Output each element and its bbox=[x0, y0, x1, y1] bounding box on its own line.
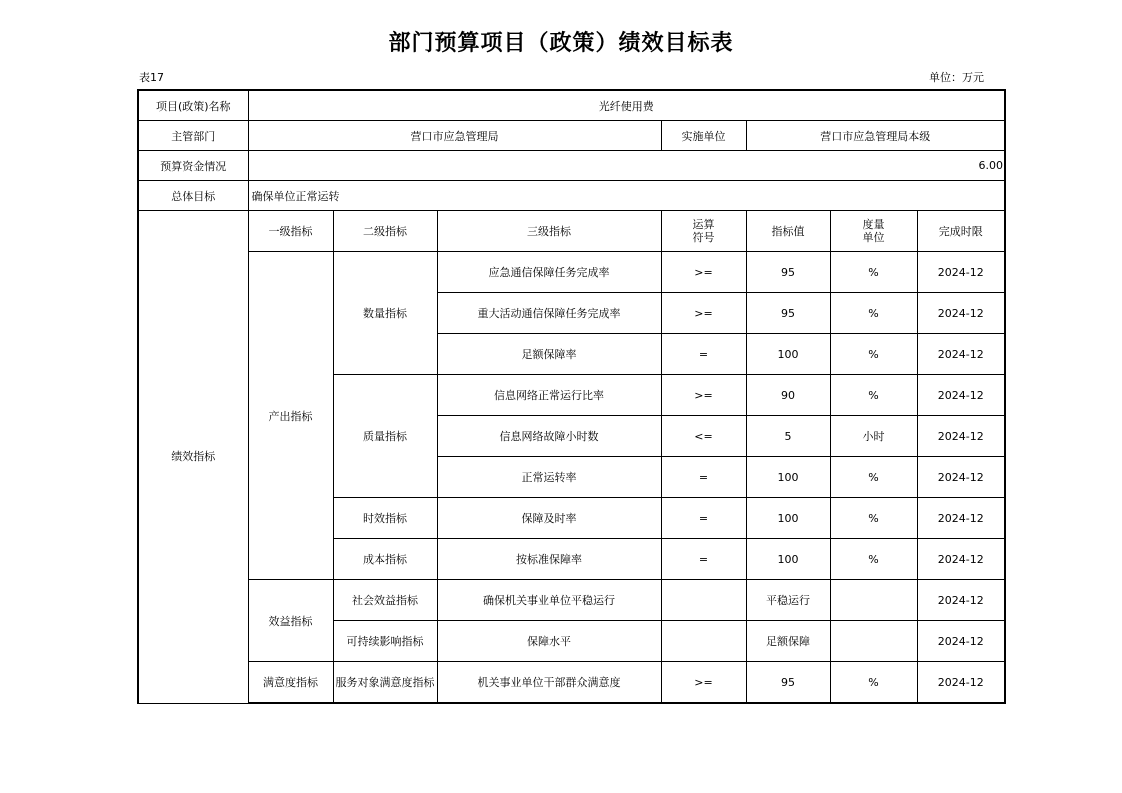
dept-value: 营口市应急管理局 bbox=[248, 121, 661, 151]
indicator-operator: = bbox=[661, 334, 746, 375]
indicator-operator: = bbox=[661, 457, 746, 498]
indicator-name: 按标准保障率 bbox=[437, 539, 661, 580]
indicator-operator: >= bbox=[661, 662, 746, 704]
header-unit-line2: 单位 bbox=[862, 231, 885, 244]
indicator-name: 足额保障率 bbox=[437, 334, 661, 375]
indicator-operator bbox=[661, 580, 746, 621]
indicator-deadline: 2024-12 bbox=[917, 621, 1005, 662]
indicator-name: 正常运转率 bbox=[437, 457, 661, 498]
header-unit bbox=[830, 211, 917, 252]
indicator-header-row bbox=[138, 211, 1005, 252]
table-number: 表17 bbox=[139, 71, 164, 84]
header-operator bbox=[661, 211, 746, 252]
indicator-value: 95 bbox=[746, 252, 830, 293]
indicator-name: 信息网络正常运行比率 bbox=[437, 375, 661, 416]
indicator-unit: % bbox=[830, 662, 917, 704]
header-deadline: 完成时限 bbox=[917, 211, 1005, 252]
indicator-deadline: 2024-12 bbox=[917, 457, 1005, 498]
indicator-value: 5 bbox=[746, 416, 830, 457]
group-benefit: 效益指标 bbox=[248, 580, 333, 662]
indicator-name: 机关事业单位干部群众满意度 bbox=[437, 662, 661, 704]
indicator-operator: >= bbox=[661, 375, 746, 416]
indicator-value: 100 bbox=[746, 539, 830, 580]
project-value: 光纤使用费 bbox=[248, 90, 1005, 121]
indicator-operator: = bbox=[661, 539, 746, 580]
budget-row bbox=[138, 151, 1005, 181]
goal-label: 总体目标 bbox=[138, 181, 248, 211]
budget-label: 预算资金情况 bbox=[138, 151, 248, 181]
goal-row bbox=[138, 181, 1005, 211]
header-operator-line2: 符号 bbox=[692, 231, 715, 244]
indicator-value: 95 bbox=[746, 662, 830, 704]
indicator-deadline: 2024-12 bbox=[917, 662, 1005, 704]
project-label: 项目(政策)名称 bbox=[138, 90, 248, 121]
table-row bbox=[138, 252, 1005, 293]
indicator-unit: % bbox=[830, 457, 917, 498]
perf-indicator-label: 绩效指标 bbox=[138, 211, 248, 704]
indicator-value: 100 bbox=[746, 498, 830, 539]
indicator-operator: >= bbox=[661, 293, 746, 334]
header-unit-line1: 度量 bbox=[862, 218, 885, 231]
indicator-unit: % bbox=[830, 293, 917, 334]
budget-value: 6.00 bbox=[248, 151, 1005, 181]
indicator-name: 信息网络故障小时数 bbox=[437, 416, 661, 457]
indicator-unit: 小时 bbox=[830, 416, 917, 457]
indicator-deadline: 2024-12 bbox=[917, 375, 1005, 416]
indicator-deadline: 2024-12 bbox=[917, 293, 1005, 334]
indicator-value: 95 bbox=[746, 293, 830, 334]
header-level2: 二级指标 bbox=[333, 211, 437, 252]
group-output: 产出指标 bbox=[248, 252, 333, 580]
indicator-operator: = bbox=[661, 498, 746, 539]
indicator-unit: % bbox=[830, 334, 917, 375]
indicator-deadline: 2024-12 bbox=[917, 539, 1005, 580]
header-level1: 一级指标 bbox=[248, 211, 333, 252]
group-cost: 成本指标 bbox=[333, 539, 437, 580]
indicator-operator: >= bbox=[661, 252, 746, 293]
group-sustain: 可持续影响指标 bbox=[333, 621, 437, 662]
dept-row bbox=[138, 121, 1005, 151]
indicator-operator bbox=[661, 621, 746, 662]
table-row bbox=[138, 662, 1005, 704]
indicator-name: 重大活动通信保障任务完成率 bbox=[437, 293, 661, 334]
group-quality: 质量指标 bbox=[333, 375, 437, 498]
indicator-unit bbox=[830, 580, 917, 621]
indicator-deadline: 2024-12 bbox=[917, 498, 1005, 539]
indicator-value: 100 bbox=[746, 334, 830, 375]
indicator-deadline: 2024-12 bbox=[917, 416, 1005, 457]
indicator-name: 保障水平 bbox=[437, 621, 661, 662]
header-value: 指标值 bbox=[746, 211, 830, 252]
group-social: 社会效益指标 bbox=[333, 580, 437, 621]
header-level3: 三级指标 bbox=[437, 211, 661, 252]
indicator-value: 平稳运行 bbox=[746, 580, 830, 621]
impl-value: 营口市应急管理局本级 bbox=[746, 121, 1005, 151]
indicator-operator: <= bbox=[661, 416, 746, 457]
page-title: 部门预算项目（政策）绩效目标表 bbox=[388, 31, 734, 56]
dept-label: 主管部门 bbox=[138, 121, 248, 151]
indicator-deadline: 2024-12 bbox=[917, 252, 1005, 293]
group-timeliness: 时效指标 bbox=[333, 498, 437, 539]
goal-value: 确保单位正常运转 bbox=[248, 181, 1005, 211]
indicator-unit: % bbox=[830, 252, 917, 293]
impl-label: 实施单位 bbox=[661, 121, 746, 151]
unit-label: 单位：万元 bbox=[929, 71, 984, 84]
project-row bbox=[138, 90, 1005, 121]
group-satisfaction: 满意度指标 bbox=[248, 662, 333, 704]
indicator-name: 保障及时率 bbox=[437, 498, 661, 539]
indicator-unit bbox=[830, 621, 917, 662]
table-row bbox=[138, 580, 1005, 621]
indicator-value: 90 bbox=[746, 375, 830, 416]
indicator-name: 应急通信保障任务完成率 bbox=[437, 252, 661, 293]
performance-table bbox=[137, 89, 1006, 704]
indicator-value: 足额保障 bbox=[746, 621, 830, 662]
group-service: 服务对象满意度指标 bbox=[333, 662, 437, 704]
header-operator-line1: 运算 bbox=[692, 218, 715, 231]
indicator-unit: % bbox=[830, 375, 917, 416]
indicator-unit: % bbox=[830, 498, 917, 539]
indicator-deadline: 2024-12 bbox=[917, 334, 1005, 375]
group-quantity: 数量指标 bbox=[333, 252, 437, 375]
indicator-unit: % bbox=[830, 539, 917, 580]
indicator-value: 100 bbox=[746, 457, 830, 498]
indicator-deadline: 2024-12 bbox=[917, 580, 1005, 621]
indicator-name: 确保机关事业单位平稳运行 bbox=[437, 580, 661, 621]
